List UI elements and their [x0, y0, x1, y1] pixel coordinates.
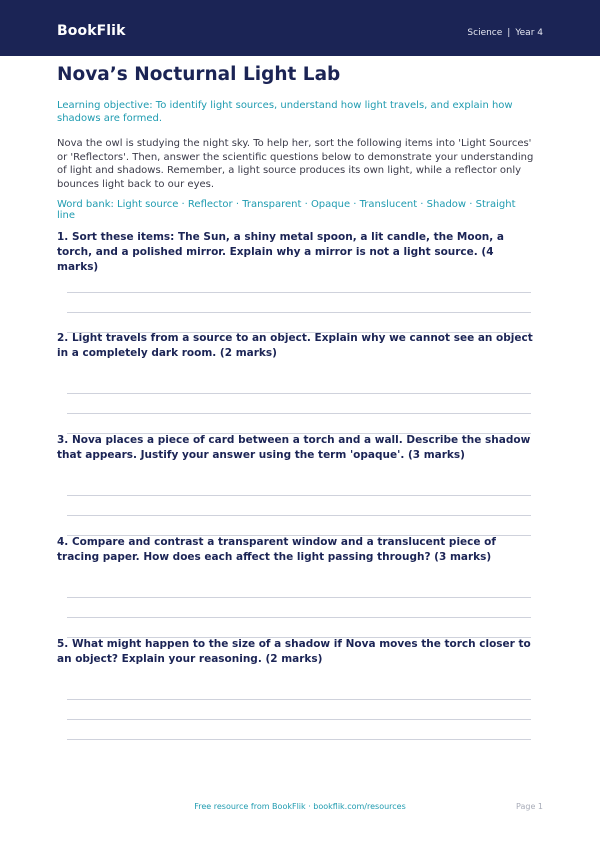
header-separator: | — [507, 28, 511, 38]
answer-line[interactable] — [67, 719, 531, 720]
answer-line[interactable] — [67, 495, 531, 496]
year-label: Year 4 — [515, 28, 543, 38]
answer-line[interactable] — [67, 393, 531, 394]
question-1: 1. Sort these items: The Sun, a shiny metal spoon, a lit candle, the Moon, a torch, and a polished mirror. Explain why a mirror is not a light source. (4 marks) — [57, 231, 504, 273]
page-number: Page 1 — [516, 802, 543, 811]
answer-line[interactable] — [67, 597, 531, 598]
answer-line[interactable] — [67, 292, 531, 293]
learning-objective: Learning objective: To identify light sources, understand how light travels, and explain how shadows are formed. — [57, 100, 513, 124]
subject-label: Science — [467, 28, 503, 38]
page-header — [0, 0, 600, 56]
page-title: Nova’s Nocturnal Light Lab — [57, 64, 341, 85]
answer-line[interactable] — [67, 515, 531, 516]
answer-line[interactable] — [67, 699, 531, 700]
intro-paragraph: Nova the owl is studying the night sky. To help her, sort the following items into 'Light Sources' or 'Reflectors'. Then, answer the scientific questions below to demonstrate your understanding of light and shadows. Remember, a light source produces its own light, while a reflector only bounces light back to our eyes. — [57, 138, 534, 190]
question-4: 4. Compare and contrast a transparent window and a translucent piece of tracing paper. How does each affect the light passing through? (3 marks) — [57, 536, 496, 563]
answer-line[interactable] — [67, 617, 531, 618]
answer-line[interactable] — [67, 739, 531, 740]
question-2: 2. Light travels from a source to an object. Explain why we cannot see an object in a completely dark room. (2 marks) — [57, 332, 533, 359]
footer-link[interactable]: Free resource from BookFlik · bookflik.com/resources — [194, 802, 406, 811]
subject-year-label — [467, 28, 543, 38]
answer-line[interactable] — [67, 312, 531, 313]
brand-logo[interactable]: BookFlik — [57, 23, 126, 39]
question-5: 5. What might happen to the size of a shadow if Nova moves the torch closer to an object? Explain your reasoning. (2 marks) — [57, 638, 531, 665]
answer-line[interactable] — [67, 413, 531, 414]
word-bank: Word bank: Light source · Reflector · Transparent · Opaque · Translucent · Shadow · Straight line — [57, 199, 516, 221]
question-3: 3. Nova places a piece of card between a torch and a wall. Describe the shadow that appears. Justify your answer using the term 'opaque'. (3 marks) — [57, 434, 531, 461]
